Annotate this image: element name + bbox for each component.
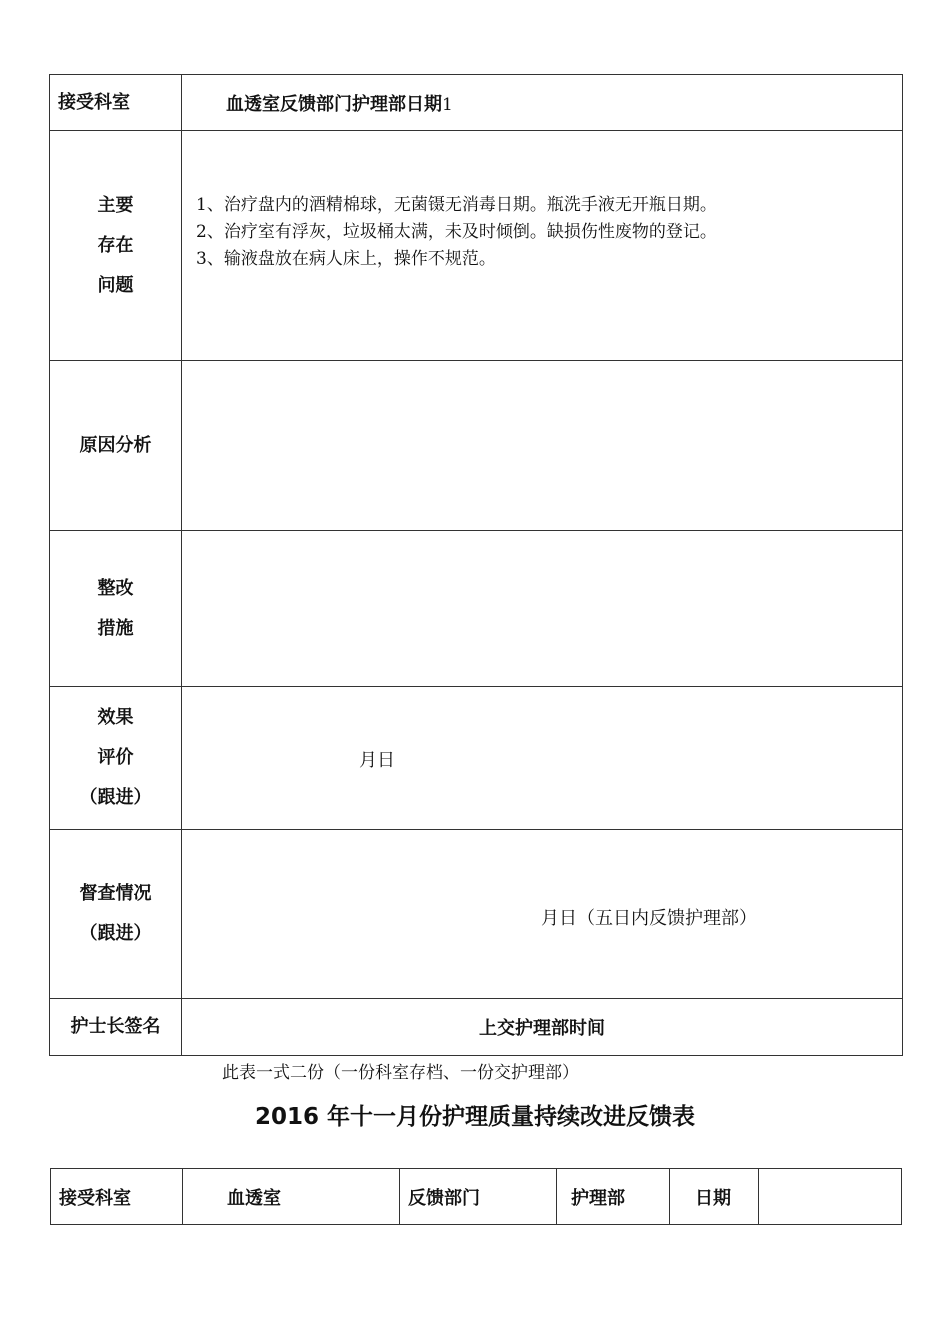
issue-item: 2、治疗室有浮灰，垃圾桶太满，未及时倾倒。缺损伤性废物的登记。 (196, 222, 717, 242)
corrective-label-line: 整改 (97, 577, 134, 599)
issues-label (50, 131, 182, 361)
evaluation-content (182, 687, 903, 830)
issue-item: 3、输液盘放在病人床上，操作不规范。 (196, 249, 496, 269)
header-value-num: 1 (442, 94, 453, 115)
corrective-content (182, 531, 903, 687)
feedback-form-table (49, 74, 903, 1056)
supervision-label-line: （跟进） (79, 923, 152, 944)
supervision-content (182, 830, 903, 999)
evaluation-row (50, 687, 903, 830)
evaluation-label (50, 687, 182, 830)
submit-time-label: 上交护理部时间 (182, 999, 903, 1056)
evaluation-label-line: （跟进） (79, 787, 152, 808)
evaluation-label-line: 评价 (97, 747, 134, 768)
issues-label-line: 存在 (97, 234, 134, 256)
evaluation-label-line: 效果 (97, 707, 134, 728)
cause-label: 原因分析 (50, 361, 182, 531)
signature-row (50, 999, 903, 1056)
receiving-dept-label: 接受科室 (51, 1169, 183, 1225)
second-form-header-row (51, 1169, 902, 1225)
cause-row (50, 361, 903, 531)
corrective-row (50, 531, 903, 687)
supervision-label-line: 督查情况 (79, 883, 152, 904)
supervision-date: 月日（五日内反馈护理部） (541, 908, 757, 929)
second-form-header-table (50, 1168, 902, 1225)
header-row (50, 75, 903, 131)
date-value (759, 1169, 902, 1225)
signature-label: 护士长签名 (50, 999, 182, 1056)
copies-note: 此表一式二份（一份科室存档、一份交护理部） (222, 1063, 579, 1083)
feedback-dept-value: 护理部 (557, 1169, 670, 1225)
issues-label-line: 主要 (97, 194, 134, 216)
receiving-dept-label: 接受科室 (50, 75, 182, 131)
supervision-label (50, 830, 182, 999)
issues-row (50, 131, 903, 361)
header-value-text: 血透室反馈部门护理部日期 (226, 93, 442, 115)
issues-list (182, 131, 903, 361)
receiving-dept-value: 血透室 (183, 1169, 400, 1225)
corrective-label (50, 531, 182, 687)
date-label: 日期 (670, 1169, 759, 1225)
form-title: 2016 年十一月份护理质量持续改进反馈表 (254, 1104, 696, 1130)
cause-content (182, 361, 903, 531)
issue-item: 1、治疗盘内的酒精棉球，无菌镊无消毒日期。瓶洗手液无开瓶日期。 (196, 195, 717, 215)
issues-label-line: 问题 (97, 274, 134, 296)
supervision-row (50, 830, 903, 999)
header-value (182, 75, 903, 131)
feedback-dept-label: 反馈部门 (400, 1169, 557, 1225)
evaluation-date: 月日 (359, 750, 395, 771)
corrective-label-line: 措施 (97, 617, 134, 639)
